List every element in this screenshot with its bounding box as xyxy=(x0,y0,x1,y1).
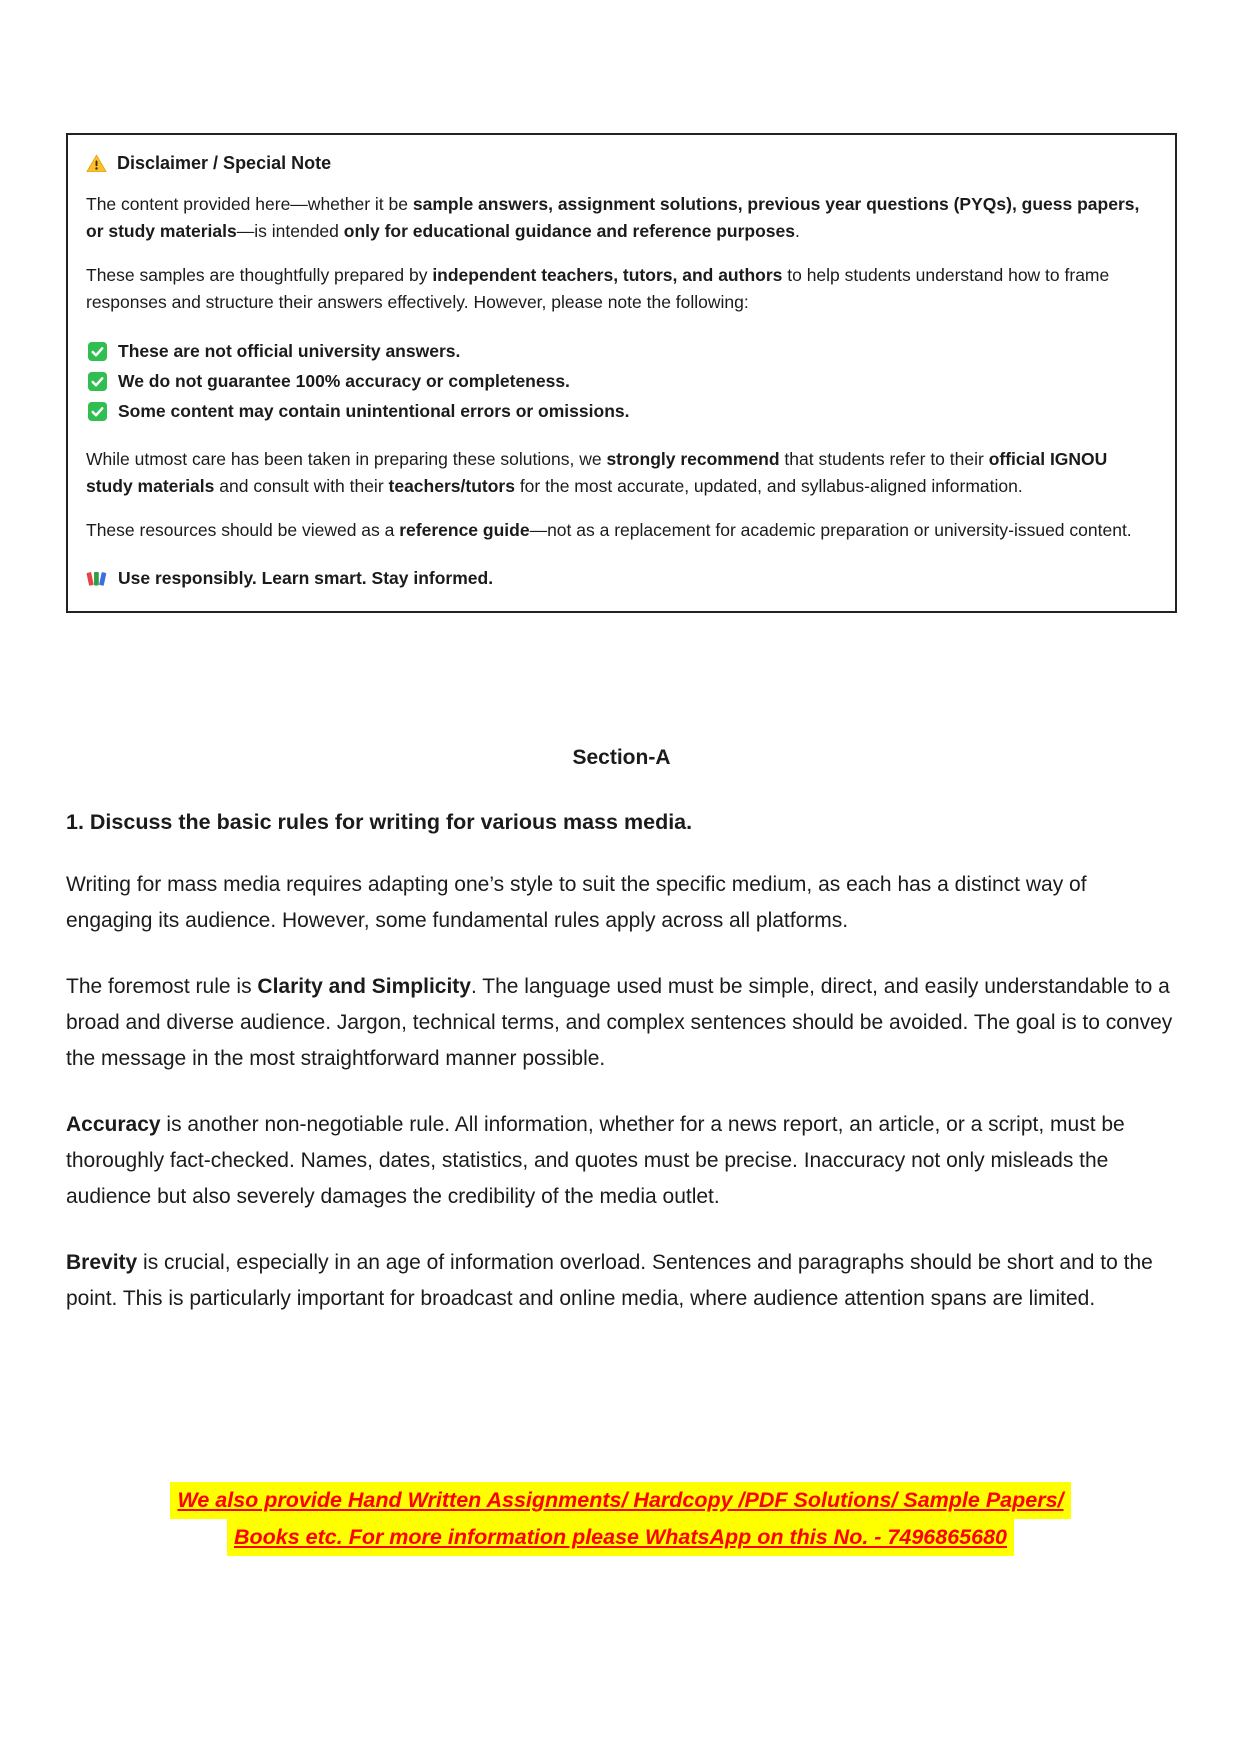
disclaimer-footer-text: Use responsibly. Learn smart. Stay informed. xyxy=(118,568,494,588)
disclaimer-checklist xyxy=(86,336,1153,426)
checklist-item xyxy=(88,366,1153,396)
promo-line-1: We also provide Hand Written Assignments/ Hardcopy /PDF Solutions/ Sample Papers/ xyxy=(170,1482,1070,1519)
disclaimer-paragraph-3: While utmost care has been taken in preparing these solutions, we strongly recommend that students refer to their official IGNOU study materials and consult with their teachers/tutors for the most accurate, updated, and syllabus-aligned information. xyxy=(86,449,1108,496)
section-heading: Section-A xyxy=(572,746,671,769)
disclaimer-paragraph-1: The content provided here—whether it be sample answers, assignment solutions, previous year questions (PYQs), guess papers, or study materials—is intended only for educational guidance and reference purposes. xyxy=(86,194,1140,241)
checklist-item xyxy=(88,336,1153,366)
disclaimer-title-row xyxy=(86,153,1153,174)
disclaimer-paragraph-2: These samples are thoughtfully prepared by independent teachers, tutors, and authors to help students understand how to frame responses and structure their answers effectively. However, please note the following: xyxy=(86,265,1110,312)
checklist-item-text: These are not official university answers. xyxy=(118,341,461,361)
promo-line-2: Books etc. For more information please WhatsApp on this No. - 7496865680 xyxy=(227,1519,1014,1556)
answer-paragraph-1: Writing for mass media requires adapting one’s style to suit the specific medium, as each has a distinct way of engaging its audience. However, some fundamental rules apply across all platforms. xyxy=(66,873,1087,932)
checklist-item-text: We do not guarantee 100% accuracy or completeness. xyxy=(118,371,570,391)
checklist-item xyxy=(88,396,1153,426)
check-icon xyxy=(88,342,107,361)
answer-paragraph-4: Brevity is crucial, especially in an age of information overload. Sentences and paragraphs should be short and to the point. This is particularly important for broadcast and online media, where audience attention spans are limited. xyxy=(66,1251,1153,1310)
disclaimer-paragraph-4: These resources should be viewed as a reference guide—not as a replacement for academic preparation or university-issued content. xyxy=(86,520,1132,540)
answer-paragraph-2: The foremost rule is Clarity and Simplicity. The language used must be simple, direct, and easily understandable to a broad and diverse audience. Jargon, technical terms, and complex sentences should be avoided. The goal is to convey the message in the most straightforward manner possible. xyxy=(66,975,1173,1070)
disclaimer-box xyxy=(66,133,1177,613)
disclaimer-title: Disclaimer / Special Note xyxy=(117,153,332,173)
books-icon xyxy=(86,568,107,589)
check-icon xyxy=(88,372,107,391)
question-heading: 1. Discuss the basic rules for writing for various mass media. xyxy=(66,810,693,834)
check-icon xyxy=(88,402,107,421)
promo-banner xyxy=(0,1482,1241,1556)
warning-icon xyxy=(86,153,107,174)
answer-body xyxy=(66,746,1177,1347)
checklist-item-text: Some content may contain unintentional errors or omissions. xyxy=(118,401,630,421)
disclaimer-footer-row xyxy=(86,568,1153,589)
answer-paragraph-3: Accuracy is another non-negotiable rule. All information, whether for a news report, an article, or a script, must be thoroughly fact-checked. Names, dates, statistics, and quotes must be precise. Inaccuracy not only misleads the audience but also severely damages the credibility of the media outlet. xyxy=(66,1113,1125,1208)
